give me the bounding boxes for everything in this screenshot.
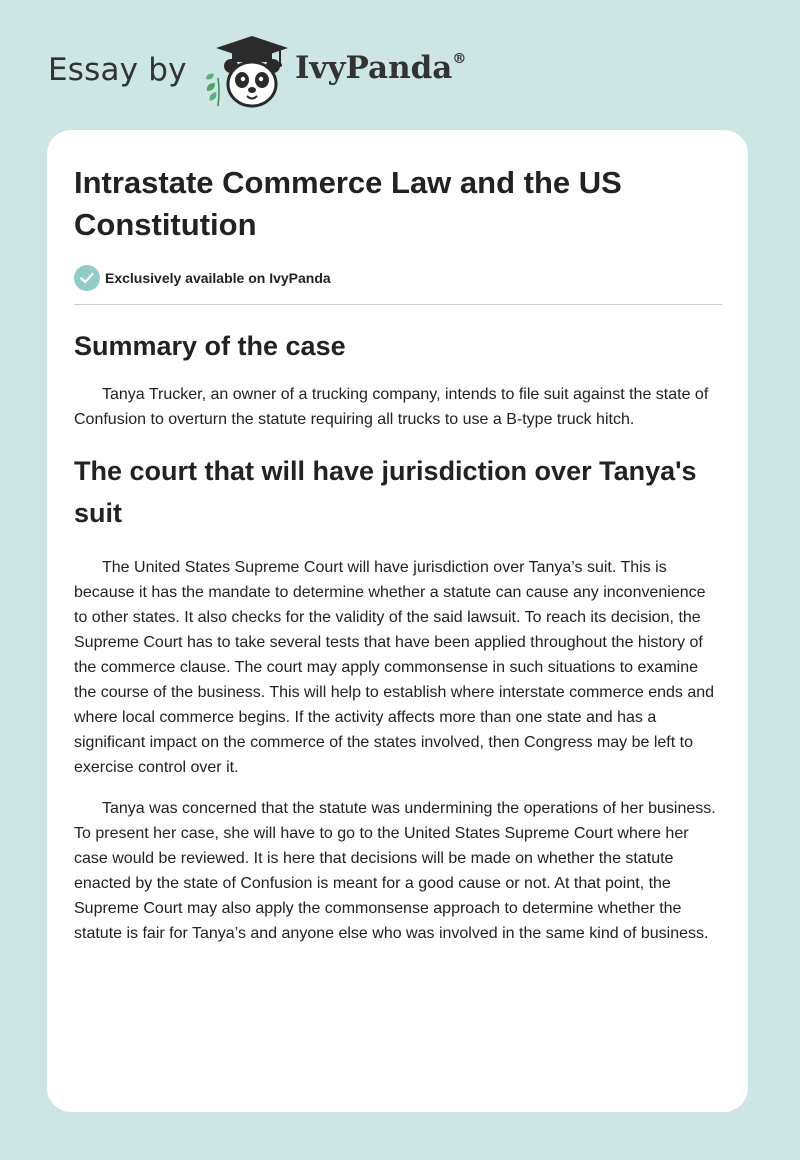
section-heading-jurisdiction: The court that will have jurisdiction over Tanya's suit — [74, 456, 697, 528]
section-heading-summary: Summary of the case — [74, 331, 346, 361]
page-title: Intrastate Commerce Law and the US Constitution — [74, 165, 622, 242]
registered-mark: ® — [452, 50, 467, 67]
essay-by-label: Essay by — [48, 52, 187, 88]
essay-card — [47, 130, 748, 1112]
check-icon — [74, 265, 100, 291]
site-header — [48, 30, 488, 110]
paragraph: Tanya Trucker, an owner of a trucking company, intends to file suit against the state of Confusion to overturn the statute requiring all trucks to use a B-type truck hitch. — [74, 386, 709, 428]
brand-label: IvyPanda — [295, 50, 453, 86]
essay-content — [74, 162, 722, 946]
exclusive-badge — [74, 264, 722, 292]
divider — [74, 304, 722, 305]
brand-name[interactable] — [295, 50, 466, 86]
ivy-leaf-icon — [206, 74, 219, 106]
panda-head-icon — [224, 59, 280, 106]
panda-logo-icon[interactable] — [200, 34, 290, 110]
exclusive-badge-label: Exclusively available on IvyPanda — [105, 270, 331, 286]
paragraph: Tanya was concerned that the statute was undermining the operations of her business. To present her case, she will have to go to the United States Supreme Court where her case would be reviewed. It is here that decisions will be made on whether the statute enacted by the state of Confusion is meant for a good cause or not. At that point, the Supreme Court may also apply the commonsense approach to determine whether the statute is fair for Tanya’s and anyone else who was involved in the same kind of business. — [74, 800, 716, 942]
paragraph: The United States Supreme Court will have jurisdiction over Tanya’s suit. This is because it has the mandate to determine whether a statute can cause any inconvenience to other states. It also checks for the validity of the said lawsuit. To reach its decision, the Supreme Court has to take several tests that have been applied throughout the history of the commerce clause. The court may apply commonsense in such situations to examine the course of the business. This will help to establish where interstate commerce ends and where local commerce begins. If the activity affects more than one state and has a significant impact on the commerce of the states involved, then Congress may be left to exercise control over it. — [74, 559, 715, 776]
